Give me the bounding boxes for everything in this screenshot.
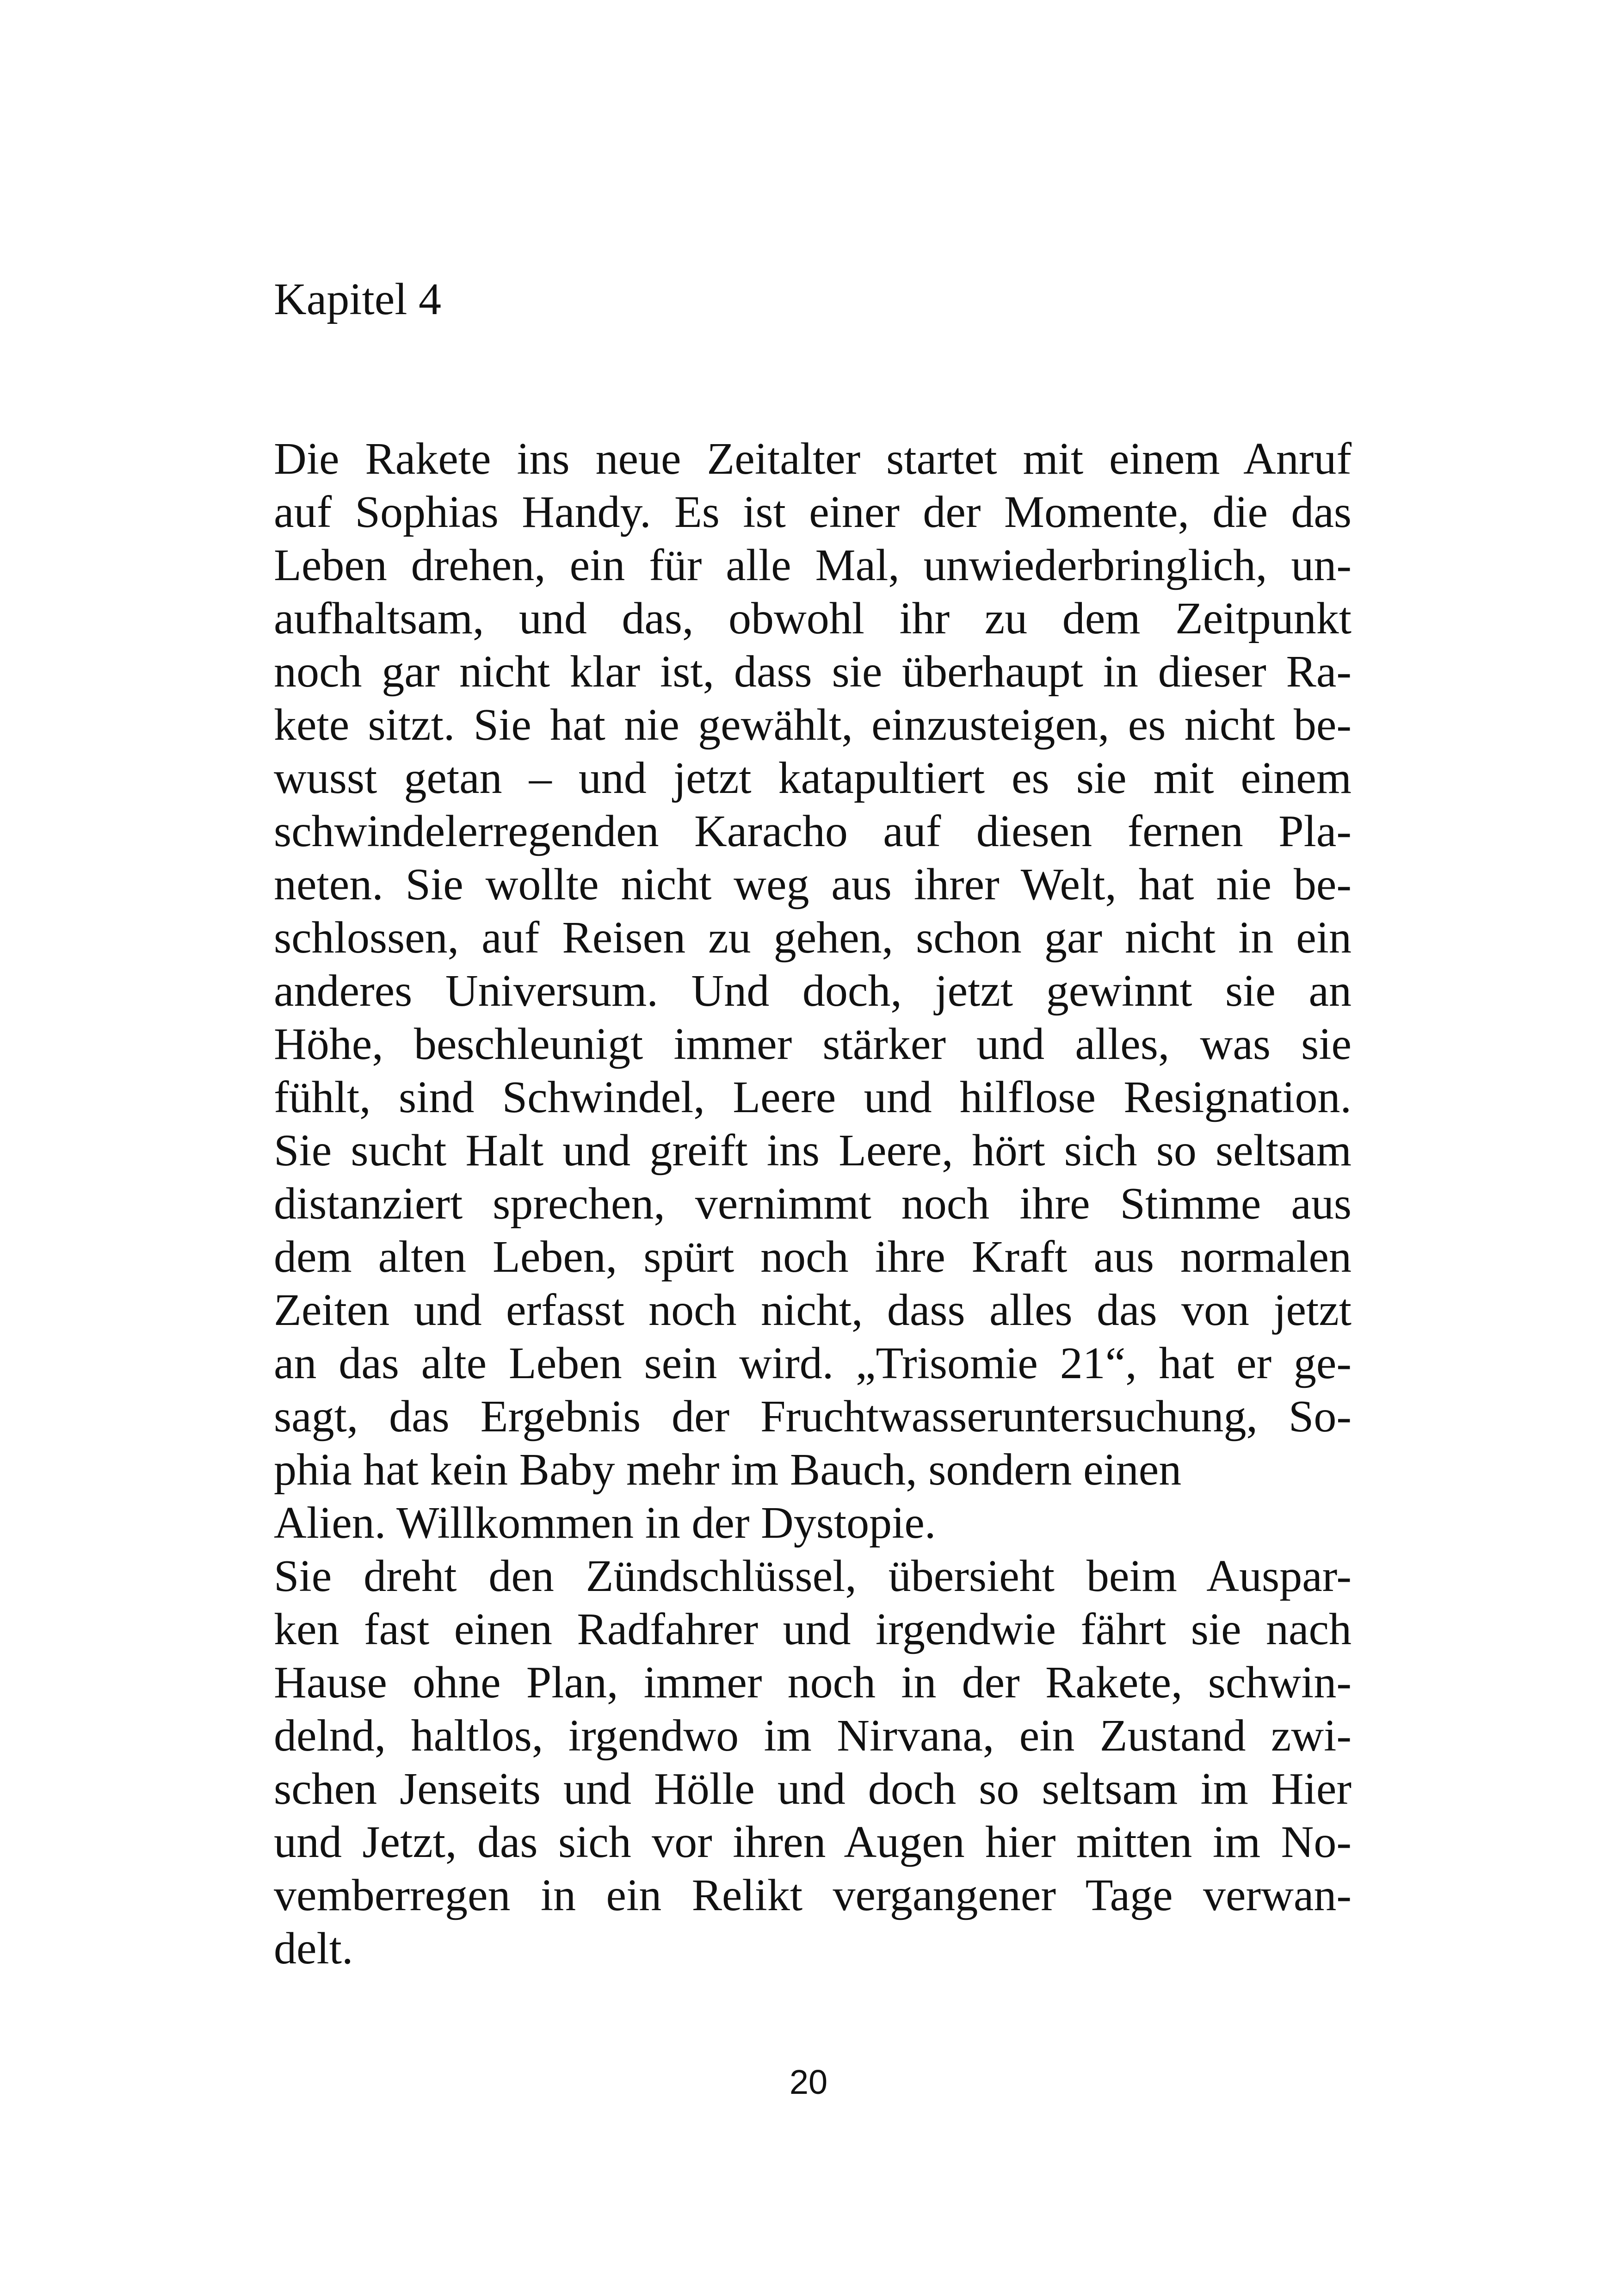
text-line: ken fast einen Radfahrer und irgendwie fährt sie nach — [274, 1604, 1352, 1654]
text-line: wusst getan – und jetzt katapultiert es sie mit einem — [274, 753, 1352, 803]
text-line: Hause ohne Plan, immer noch in der Rakete, schwin- — [274, 1658, 1352, 1708]
text-line: schlossen, auf Reisen zu gehen, schon gar nicht in ein — [274, 913, 1352, 963]
text-line: distanziert sprechen, vernimmt noch ihre Stimme aus — [274, 1179, 1352, 1229]
paragraphs-container — [274, 433, 1352, 1975]
title-spacer — [274, 326, 1352, 433]
text-line: auf Sophias Handy. Es ist einer der Momente, die das — [274, 487, 1352, 537]
text-line: noch gar nicht klar ist, dass sie überhaupt in dieser Ra- — [274, 647, 1352, 697]
text-line: Sie dreht den Zündschlüssel, übersieht beim Auspar- — [274, 1551, 1352, 1601]
text-line: sagt, das Ergebnis der Fruchtwasseruntersuchung, So- — [274, 1392, 1352, 1442]
text-line: Sie sucht Halt und greift ins Leere, hört sich so seltsam — [274, 1126, 1352, 1176]
paragraph — [274, 433, 1352, 1550]
text-line: phia hat kein Baby mehr im Bauch, sondern einen — [274, 1445, 1182, 1495]
text-line: dem alten Leben, spürt noch ihre Kraft aus normalen — [274, 1232, 1352, 1282]
text-line: schwindelerregenden Karacho auf diesen fernen Pla- — [274, 806, 1352, 856]
page-number: 20 — [789, 2063, 828, 2101]
text-line: kete sitzt. Sie hat nie gewählt, einzusteigen, es nicht be- — [274, 700, 1352, 750]
text-line: schen Jenseits und Hölle und doch so seltsam im Hier — [274, 1764, 1352, 1814]
text-line: Alien. Willkommen in der Dystopie. — [274, 1498, 936, 1548]
text-line: Höhe, beschleunigt immer stärker und alles, was sie — [274, 1019, 1352, 1069]
text-line: anderes Universum. Und doch, jetzt gewinnt sie an — [274, 966, 1352, 1016]
text-line: und Jetzt, das sich vor ihren Augen hier mitten im No- — [274, 1817, 1352, 1867]
text-line: delnd, haltlos, irgendwo im Nirvana, ein Zustand zwi- — [274, 1711, 1352, 1761]
text-line: aufhaltsam, und das, obwohl ihr zu dem Zeitpunkt — [274, 594, 1352, 644]
page-body — [274, 273, 1352, 1975]
text-line: fühlt, sind Schwindel, Leere und hilflose Resignation. — [274, 1072, 1352, 1122]
text-line: neten. Sie wollte nicht weg aus ihrer Welt, hat nie be- — [274, 860, 1352, 910]
text-line: Die Rakete ins neue Zeitalter startet mit einem Anruf — [274, 434, 1352, 484]
chapter-title: Kapitel 4 — [274, 274, 441, 324]
text-line: Zeiten und erfasst noch nicht, dass alles das von jetzt — [274, 1285, 1352, 1335]
text-line: delt. — [274, 1924, 353, 1974]
paragraph — [274, 1550, 1352, 1975]
text-line: Leben drehen, ein für alle Mal, unwiederbringlich, un- — [274, 540, 1352, 590]
text-line: vemberregen in ein Relikt vergangener Tage verwan- — [274, 1870, 1352, 1920]
text-line: an das alte Leben sein wird. „Trisomie 21“, hat er ge- — [274, 1338, 1352, 1388]
